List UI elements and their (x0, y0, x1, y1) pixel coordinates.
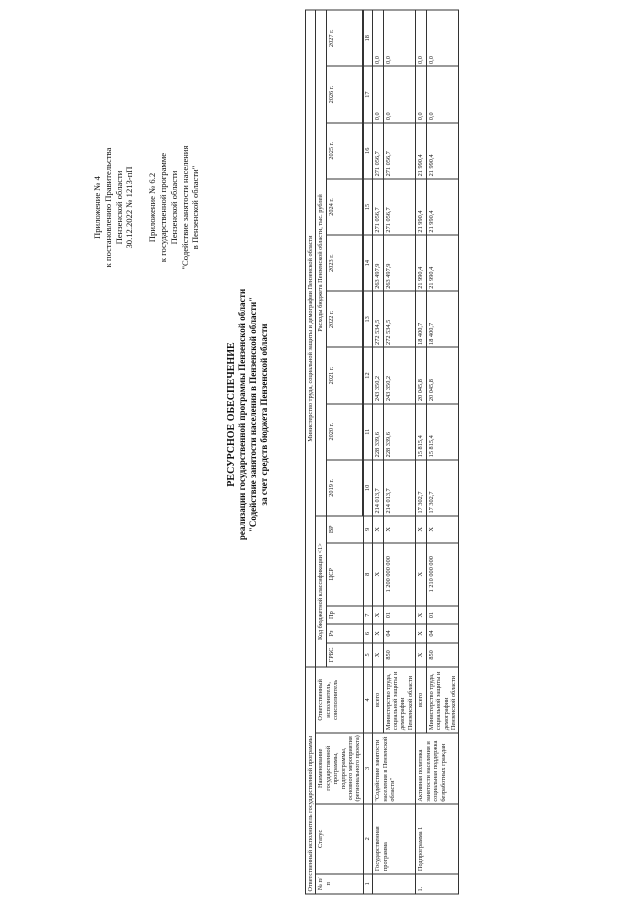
header-row-groups (316, 10, 326, 894)
table-row (416, 10, 426, 894)
code-col-vr: ВР (326, 516, 363, 543)
cell-value: 0,0 (426, 10, 459, 67)
cell-rz: 04 (426, 624, 459, 642)
appendix-6-2-line: Пензенской области (168, 170, 179, 245)
year-header: 2027 г. (326, 10, 362, 67)
cell-pr: X (416, 606, 426, 624)
cell-value: 21 990,4 (416, 235, 426, 291)
cell-value: 228 339,6 (383, 404, 416, 460)
row-executor: Министерство труда, социальной защиты и демографии Пензенской области (383, 667, 416, 732)
appendix-header (92, 78, 201, 338)
cell-vr: X (426, 516, 459, 543)
cell-value: 20 045,8 (416, 347, 426, 403)
year-header: 2026 г. (326, 67, 362, 123)
cell-value: 21 990,4 (416, 179, 426, 235)
cell-csr: 1 200 000 000 (383, 543, 416, 606)
cell-value: 271 056,7 (373, 179, 383, 235)
col-executor-header: Ответственный исполнитель, соисполнитель (316, 667, 363, 732)
year-header: 2023 г. (326, 235, 362, 291)
year-header: 2022 г. (326, 291, 362, 347)
ministry-header: Министерство труда, социальной защиты и демографии Пензенской области (306, 10, 316, 667)
col-number: 7 (363, 606, 372, 624)
cell-csr: X (416, 543, 426, 606)
col-number: 11 (363, 404, 372, 460)
code-col-pr: Пр (326, 606, 363, 624)
appendix-4-line: к постановлению Правительства (102, 147, 113, 268)
row-num (373, 874, 416, 894)
col-number: 17 (363, 67, 372, 123)
cell-value: 15 815,4 (426, 404, 459, 460)
appendix-4-line: 30.12.2022 № 1213-пП (124, 166, 135, 249)
cell-value: 0,0 (416, 10, 426, 67)
cell-value: 17 302,7 (416, 460, 426, 516)
budget-code-header: Код бюджетной классификации <1> (316, 516, 326, 667)
col-number: 12 (363, 347, 372, 403)
col-number: 6 (363, 624, 372, 642)
year-header: 2025 г. (326, 123, 362, 179)
cell-rz: X (416, 624, 426, 642)
year-header: 2021 г. (326, 347, 362, 403)
title-line-3: "Содействие занятости населения в Пензенской области" (248, 296, 258, 533)
cell-csr: 1 210 000 000 (426, 543, 459, 606)
appendix-6-2-line: Приложение № 6.2 (147, 172, 158, 243)
row-program-name: Активная политика занятости населения и социальная поддержка безработных граждан (416, 733, 459, 805)
document-title (226, 225, 270, 605)
cell-value: 0,0 (416, 67, 426, 123)
cell-rz: 04 (383, 624, 416, 642)
cell-rz: X (373, 624, 383, 642)
column-number-row (363, 10, 372, 894)
expenses-header: Расходы бюджета Пензенской области, тыс. рублей (316, 10, 326, 516)
col-number: 3 (363, 733, 372, 805)
row-program-name: "Содействие занятости населения в Пензенской области" (373, 733, 416, 805)
appendix-6-2-line: в Пензенской области" (190, 165, 201, 250)
cell-value: 272 534,5 (373, 291, 383, 347)
row-executor: Министерство труда, социальной защиты и демографии Пензенской области (426, 667, 459, 732)
cell-pr: X (373, 606, 383, 624)
col-number: 14 (363, 235, 372, 291)
col-number: 18 (363, 10, 372, 67)
col-number: 10 (363, 460, 372, 516)
appendix-6-2-line: "Содействие занятости населения (179, 145, 190, 270)
col-number: 1 (363, 874, 372, 894)
title-line-1: РЕСУРСНОЕ ОБЕСПЕЧЕНИЕ (226, 342, 237, 487)
cell-value: 263 497,9 (383, 235, 416, 291)
row-executor: всего (373, 667, 383, 732)
row-status: Подпрограмма 1 (416, 804, 459, 873)
row-status: Государственная программа (373, 804, 416, 873)
responsible-header: Ответственный исполнитель государственной программы (306, 667, 316, 894)
col-number: 16 (363, 123, 372, 179)
cell-grbs: X (416, 643, 426, 668)
col-number: 4 (363, 667, 372, 732)
header-row-responsible (306, 10, 316, 894)
cell-value: 0,0 (373, 67, 383, 123)
cell-vr: X (416, 516, 426, 543)
cell-value: 243 350,2 (383, 347, 416, 403)
appendix-6-2-line: к государственной программе (157, 152, 168, 263)
col-number: 15 (363, 179, 372, 235)
title-line-2: реализации государственной программы Пензенской области (237, 288, 247, 541)
code-col-grbs: ГРБС (326, 643, 363, 668)
cell-value: 15 815,4 (416, 404, 426, 460)
col-name-header: Наименование государственной программы, подпрограммы, основного мероприятия (регионального проекта) (316, 733, 363, 805)
cell-value: 214 013,7 (373, 460, 383, 516)
cell-value: 21 990,4 (426, 179, 459, 235)
col-number: 8 (363, 543, 372, 606)
cell-csr: X (373, 543, 383, 606)
year-header: 2024 г. (326, 179, 362, 235)
row-executor: всего (416, 667, 426, 732)
col-status-header: Статус (316, 804, 363, 873)
year-header: 2020 г. (326, 404, 362, 460)
cell-vr: X (373, 516, 383, 543)
appendix-4-line: Пензенской области (113, 170, 124, 245)
cell-value: 228 339,6 (373, 404, 383, 460)
cell-value: 17 302,7 (426, 460, 459, 516)
code-col-rz: Рз (326, 624, 363, 642)
cell-value: 243 350,2 (373, 347, 383, 403)
cell-value: 271 056,7 (383, 179, 416, 235)
cell-value: 21 990,4 (426, 235, 459, 291)
resource-table (305, 10, 459, 895)
cell-pr: 01 (426, 606, 459, 624)
cell-value: 0,0 (383, 10, 416, 67)
cell-vr: X (383, 516, 416, 543)
cell-value: 263 497,9 (373, 235, 383, 291)
cell-value: 271 056,7 (373, 123, 383, 179)
col-num-header: № п/п (316, 874, 363, 894)
cell-grbs: 850 (426, 643, 459, 668)
cell-value: 20 045,8 (426, 347, 459, 403)
col-number: 9 (363, 516, 372, 543)
year-header: 2019 г. (326, 460, 362, 516)
cell-grbs: 850 (383, 643, 416, 668)
cell-value: 21 990,4 (416, 123, 426, 179)
col-number: 2 (363, 804, 372, 873)
code-col-csr: ЦСР (326, 543, 363, 606)
cell-value: 21 990,4 (426, 123, 459, 179)
cell-value: 18 400,7 (416, 291, 426, 347)
cell-pr: 01 (383, 606, 416, 624)
table-row (373, 10, 383, 894)
cell-value: 0,0 (383, 67, 416, 123)
cell-value: 272 534,5 (383, 291, 416, 347)
cell-value: 18 400,7 (426, 291, 459, 347)
cell-grbs: X (373, 643, 383, 668)
title-line-4: за счет средств бюджета Пензенской области (259, 323, 269, 506)
row-num: 1. (416, 874, 459, 894)
cell-value: 214 013,7 (383, 460, 416, 516)
cell-value: 271 056,7 (383, 123, 416, 179)
cell-value: 0,0 (426, 67, 459, 123)
col-number: 5 (363, 643, 372, 668)
cell-value: 0,0 (373, 10, 383, 67)
col-number: 13 (363, 291, 372, 347)
appendix-4-line: Приложение № 4 (92, 176, 102, 239)
